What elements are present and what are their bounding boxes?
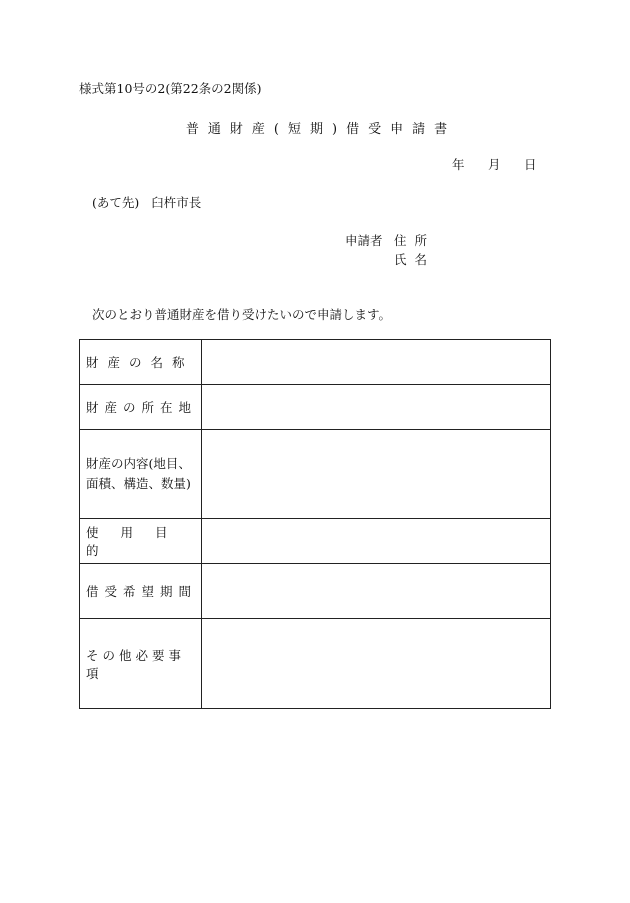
table-row	[80, 340, 551, 385]
applicant-name-label: 氏名	[394, 252, 436, 267]
usage-purpose-field[interactable]	[202, 519, 551, 564]
usage-purpose-label: 使用目的	[80, 519, 202, 564]
addressee-prefix: (あて先)	[92, 195, 140, 210]
table-row	[80, 619, 551, 709]
property-details-field[interactable]	[202, 430, 551, 519]
property-details-label-line2: 面積、構造、数量)	[86, 476, 191, 491]
other-matters-label: その他必要事項	[80, 619, 202, 709]
property-location-field[interactable]	[202, 385, 551, 430]
form-number: 様式第10号の2(第22条の2関係)	[79, 81, 262, 96]
table-row	[80, 430, 551, 519]
borrowing-period-label: 借受希望期間	[80, 564, 202, 619]
date-day-label: 日	[524, 157, 537, 172]
date-month-label: 月	[488, 157, 501, 172]
other-matters-field[interactable]	[202, 619, 551, 709]
applicant-label: 申請者	[345, 233, 383, 248]
table-row	[80, 564, 551, 619]
table-row	[80, 385, 551, 430]
addressee-name: 臼杵市長	[151, 195, 202, 210]
property-name-field[interactable]	[202, 340, 551, 385]
property-details-label	[80, 430, 202, 519]
table-row	[80, 519, 551, 564]
application-table	[79, 339, 551, 709]
document-title: 普通財産(短期)借受申請書	[185, 122, 457, 137]
addressee	[92, 193, 201, 211]
property-details-label-line1: 財産の内容(地目、	[86, 456, 191, 471]
applicant-address-label: 住所	[394, 233, 436, 248]
property-name-label: 財産の名称	[80, 340, 202, 385]
property-location-label: 財産の所在地	[80, 385, 202, 430]
borrowing-period-field[interactable]	[202, 564, 551, 619]
intro-text: 次のとおり普通財産を借り受けたいので申請します。	[92, 307, 392, 322]
date-year-label: 年	[452, 157, 465, 172]
